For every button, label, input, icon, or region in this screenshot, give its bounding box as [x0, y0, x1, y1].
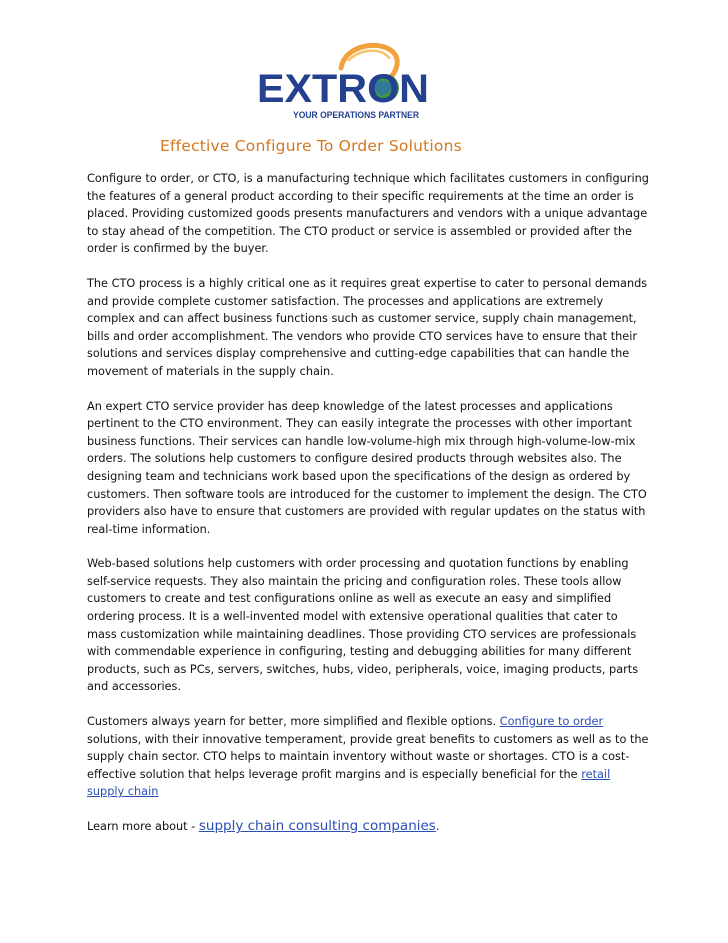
retail-supply-chain-link[interactable]: retail supply chain [87, 767, 611, 799]
paragraph-5-text-a: Customers always yearn for better, more simplified and flexible options. [87, 715, 500, 729]
supply-chain-consulting-link[interactable]: supply chain consulting companies [198, 818, 436, 834]
learn-more-prefix: Learn more about - [87, 820, 199, 833]
logo-tagline: YOUR OPERATIONS PARTNER [293, 110, 420, 120]
configure-to-order-link[interactable]: Configure to order [499, 715, 604, 729]
paragraph-5 [87, 713, 649, 801]
learn-more-line [87, 818, 649, 836]
paragraph-4: Web-based solutions help customers with order processing and quotation functions by enabling self-service requests. They also maintain the pricing and configuration roles. These tools allow customers to create and test configurations online as well as execute an easy and simplified ordering process. It is a well-invented model with extensive operational qualities that cater to mass customization while maintaining deadlines. Those providing CTO services are professionals with commendable experience in configuring, testing and debugging abilities for many different products, such as PCs, servers, switches, hubs, video, peripherals, voice, imaging products, parts and accessories. [87, 557, 639, 694]
logo-wordmark: EXTRON [257, 67, 429, 111]
article-body [87, 170, 649, 853]
extron-logo [253, 38, 433, 128]
paragraph-5-text-b: solutions, with their innovative temperament, provide great benefits to customers as well as to the supply chain sector. CTO helps to maintain inventory without waste or shortages. CTO is a cost-effective solution that helps leverage profit margins and is especially beneficial for the [87, 732, 649, 781]
learn-more-suffix: . [435, 820, 440, 833]
paragraph-1: Configure to order, or CTO, is a manufacturing technique which facilitates customers in configuring the features of a general product according to their specific requirements at the time an order is placed. Providing customized goods presents manufacturers and vendors with a unique advantage to stay ahead of the competition. The CTO product or service is assembled or provided after the order is confirmed by the buyer. [87, 172, 649, 256]
paragraph-2: The CTO process is a highly critical one as it requires great expertise to cater to personal demands and provide complete customer satisfaction. The processes and applications are extremely complex and can affect business functions such as customer service, supply chain management, bills and order accomplishment. The vendors who provide CTO services have to ensure that their solutions and services display comprehensive and cutting-edge capabilities that can handle the movement of materials in the supply chain. [87, 276, 648, 378]
article-title: Effective Configure To Order Solutions [160, 137, 462, 155]
extron-logo-graphic [253, 38, 433, 128]
paragraph-3: An expert CTO service provider has deep knowledge of the latest processes and applications pertinent to the CTO environment. They can easily integrate the processes with other important business functions. Their services can handle low-volume-high mix through high-volume-low-mix orders. The solutions help customers to configure desired products through websites also. The designing team and technicians work based upon the specifications of the design as ordered by customers. Then software tools are introduced for the customer to implement the design. The CTO providers also have to ensure that customers are provided with regular updates on the status with real-time information. [87, 399, 647, 536]
